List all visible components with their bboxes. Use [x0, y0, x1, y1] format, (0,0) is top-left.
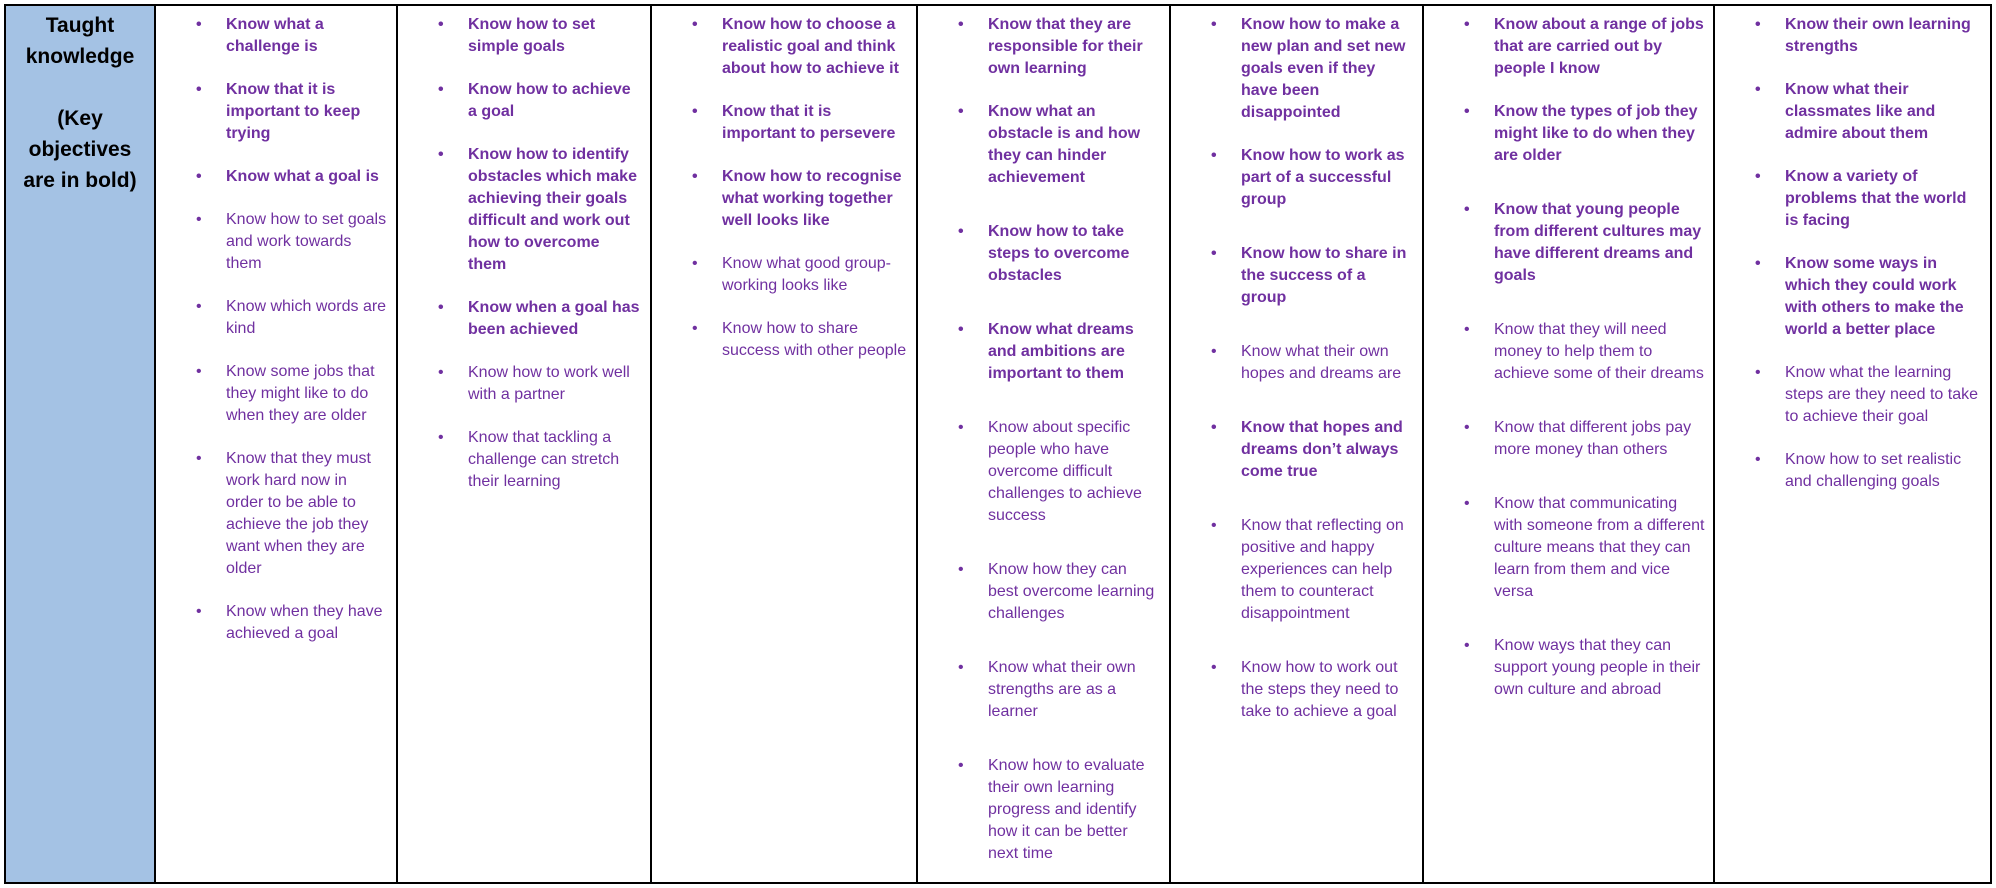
- list-item: • Know how to work out the steps they need to take to achieve a goal: [1171, 657, 1414, 723]
- list-item: • Know ways that they can support young people in their own culture and abroad: [1424, 635, 1705, 701]
- list-item: • Know some ways in which they could work with others to make the world a better place: [1715, 253, 1982, 341]
- list-item: • Know how to choose a realistic goal and think about how to achieve it: [652, 14, 908, 80]
- list-item: • Know what the learning steps are they need to take to achieve their goal: [1715, 362, 1982, 428]
- list-item: • Know how to set goals and work towards them: [156, 209, 388, 275]
- column-6: [1424, 6, 1715, 882]
- list-item: • Know what a challenge is: [156, 14, 388, 58]
- column-3: [652, 6, 918, 882]
- list-item: • Know which words are kind: [156, 296, 388, 340]
- list-item: • Know that they must work hard now in order to be able to achieve the job they want when they are older: [156, 448, 388, 580]
- list-item: • Know when a goal has been achieved: [398, 297, 642, 341]
- list-item: • Know how to recognise what working together well looks like: [652, 166, 908, 232]
- list-item: • Know what their classmates like and admire about them: [1715, 79, 1982, 145]
- list-item: • Know some jobs that they might like to do when they are older: [156, 361, 388, 427]
- list-item: • Know how to identify obstacles which make achieving their goals difficult and work out how to overcome them: [398, 144, 642, 276]
- header-line-knowledge: knowledge: [25, 45, 135, 68]
- list-item: • Know how to set realistic and challenging goals: [1715, 449, 1982, 493]
- list-item: • Know how to achieve a goal: [398, 79, 642, 123]
- list-item: • Know how to share success with other people: [652, 318, 908, 362]
- column-3-list: [652, 6, 916, 362]
- list-item: • Know what dreams and ambitions are important to them: [918, 319, 1161, 385]
- list-item: • Know that different jobs pay more money than others: [1424, 417, 1705, 461]
- list-item: • Know about a range of jobs that are carried out by people I know: [1424, 14, 1705, 80]
- list-item: • Know that tackling a challenge can stretch their learning: [398, 427, 642, 493]
- column-4: [918, 6, 1171, 882]
- list-item: • Know about specific people who have overcome difficult challenges to achieve success: [918, 417, 1161, 527]
- list-item: • Know a variety of problems that the world is facing: [1715, 166, 1982, 232]
- column-6-list: [1424, 6, 1713, 701]
- column-1-list: [156, 6, 396, 645]
- header-cell: [6, 6, 156, 882]
- list-item: • Know their own learning strengths: [1715, 14, 1982, 58]
- list-item: • Know what their own hopes and dreams are: [1171, 341, 1414, 385]
- list-item: • Know that hopes and dreams don’t always come true: [1171, 417, 1414, 483]
- list-item: • Know that it is important to keep trying: [156, 79, 388, 145]
- list-item: • Know how to make a new plan and set new goals even if they have been disappointed: [1171, 14, 1414, 124]
- header-line-key: (Key: [57, 107, 103, 130]
- list-item: • Know that communicating with someone from a different culture means that they can learn from them and vice versa: [1424, 493, 1705, 603]
- column-7: [1715, 6, 1990, 882]
- column-7-list: [1715, 6, 1990, 493]
- column-1: [156, 6, 398, 882]
- list-item: • Know what an obstacle is and how they can hinder achievement: [918, 101, 1161, 189]
- list-item: • Know when they have achieved a goal: [156, 601, 388, 645]
- list-item: • Know the types of job they might like to do when they are older: [1424, 101, 1705, 167]
- list-item: • Know how to evaluate their own learning progress and identify how it can be better next time: [918, 755, 1161, 865]
- list-item: • Know how to set simple goals: [398, 14, 642, 58]
- list-item: • Know how to work as part of a successful group: [1171, 145, 1414, 211]
- list-item: • Know how to share in the success of a group: [1171, 243, 1414, 309]
- list-item: • Know what a goal is: [156, 166, 388, 188]
- header-line-taught: Taught: [45, 14, 115, 37]
- list-item: • Know that it is important to persevere: [652, 101, 908, 145]
- list-item: • Know what good group-working looks like: [652, 253, 908, 297]
- column-2: [398, 6, 652, 882]
- list-item: • Know how they can best overcome learning challenges: [918, 559, 1161, 625]
- column-2-list: [398, 6, 650, 493]
- list-item: • Know what their own strengths are as a learner: [918, 657, 1161, 723]
- column-4-list: [918, 6, 1169, 865]
- list-item: • Know that they are responsible for their own learning: [918, 14, 1161, 80]
- column-5: [1171, 6, 1424, 882]
- column-5-list: [1171, 6, 1422, 723]
- list-item: • Know that young people from different cultures may have different dreams and goals: [1424, 199, 1705, 287]
- header-line-objectives: objectives: [28, 138, 132, 161]
- knowledge-table: [4, 4, 1992, 884]
- list-item: • Know that reflecting on positive and happy experiences can help them to counteract disappointment: [1171, 515, 1414, 625]
- header-line-bold-note: are in bold): [23, 169, 137, 192]
- list-item: • Know how to work well with a partner: [398, 362, 642, 406]
- list-item: • Know that they will need money to help them to achieve some of their dreams: [1424, 319, 1705, 385]
- list-item: • Know how to take steps to overcome obstacles: [918, 221, 1161, 287]
